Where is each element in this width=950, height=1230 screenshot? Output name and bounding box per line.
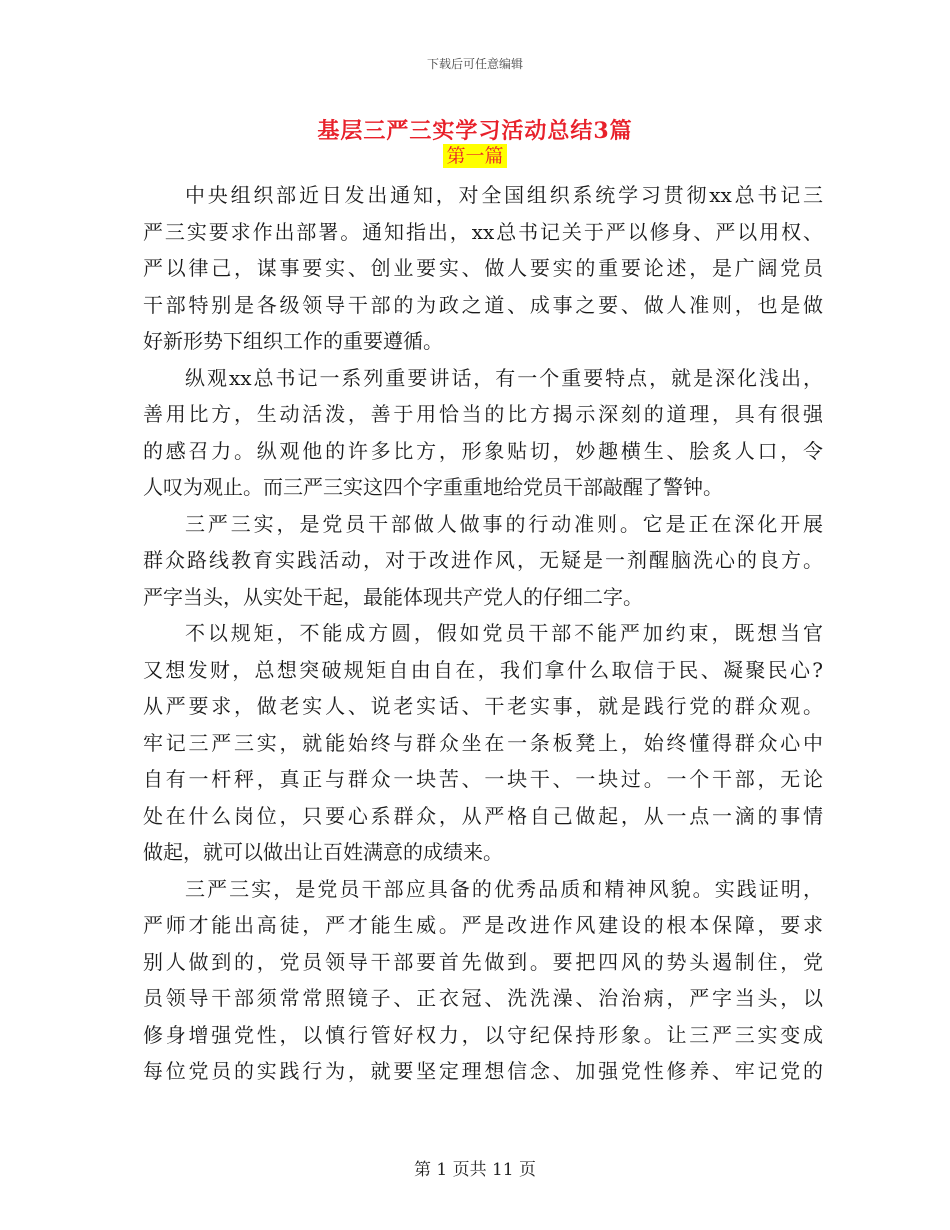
text-line: 牢记三严三实，就能始终与群众坐在一条板凳上，始终懂得群众心中 [143,730,823,755]
text-line: 做起，就可以做出让百姓满意的成绩来。 [143,840,503,864]
header-note: 下载后可任意编辑 [426,57,523,71]
text-line: 处在什么岗位，只要心系群众，从严格自己做起，从一点一滴的事情 [143,803,823,828]
text-line: 干部特别是各级领导干部的为政之道、成事之要、做人准则，也是做 [143,292,823,317]
document-title: 基层三严三实学习活动总结3篇 [317,118,633,144]
text-line: 员领导干部须常常照镜子、正衣冠、洗洗澡、治治病，严字当头，以 [143,986,823,1010]
body-text [143,177,823,1090]
section-subtitle: 第一篇 [443,144,506,168]
text-line: 又想发财，总想突破规矩自由自在，我们拿什么取信于民、凝聚民心? [143,657,823,682]
text-line: 不以规矩，不能成方圆，假如党员干部不能严加约束，既想当官 [185,621,823,645]
text-line: 严字当头，从实处干起，最能体现共产党人的仔细二字。 [143,584,643,609]
text-line: 的感召力。纵观他的许多比方，形象贴切，妙趣横生、脍炙人口，令 [143,438,823,463]
text-line: 群众路线教育实践活动，对于改进作风，无疑是一剂醒脑洗心的良方。 [143,548,823,572]
text-line: 人叹为观止。而三严三实这四个字重重地给党员干部敲醒了警钟。 [143,475,723,499]
text-line: 严以律己，谋事要实、创业要实、做人要实的重要论述，是广阔党员 [143,256,823,280]
text-line: 严三实要求作出部署。通知指出，xx总书记关于严以修身、严以用权、 [143,219,823,244]
text-line: 修身增强党性，以慎行管好权力，以守纪保持形象。让三严三实变成 [143,1022,823,1047]
text-line: 自有一杆秤，真正与群众一块苦、一块干、一块过。一个干部，无论 [143,767,823,791]
text-line: 严师才能出高徒，严才能生威。严是改进作风建设的根本保障，要求 [143,913,823,937]
text-line: 每位党员的实践行为，就要坚定理想信念、加强党性修养、牢记党的 [143,1059,823,1083]
text-line: 三严三实，是党员干部做人做事的行动准则。它是正在深化开展 [185,511,823,536]
text-line: 别人做到的，党员领导干部要首先做到。要把四风的势头遏制住，党 [143,949,823,974]
text-line: 中央组织部近日发出通知，对全国组织系统学习贯彻xx总书记三 [185,183,823,207]
text-line: 从严要求，做老实人、说老实话、干老实事，就是践行党的群众观。 [143,694,823,718]
text-line: 好新形势下组织工作的重要遵循。 [143,329,443,353]
subtitle-wrap [0,144,950,168]
text-line: 纵观xx总书记一系列重要讲话，有一个重要特点，就是深化浅出， [185,365,823,390]
text-line: 善用比方，生动活泼，善于用恰当的比方揭示深刻的道理，具有很强 [143,402,823,426]
text-line: 三严三实，是党员干部应具备的优秀品质和精神风貌。实践证明， [185,876,823,901]
page-footer: 第 1 页共 11 页 [413,1160,537,1180]
